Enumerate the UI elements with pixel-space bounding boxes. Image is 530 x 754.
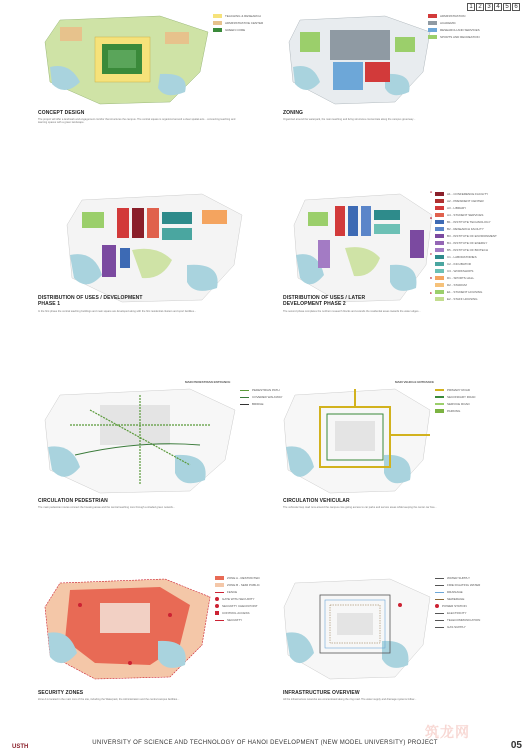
security-site-plan — [40, 575, 215, 680]
pedestrian-entrance-callout: MAIN PEDESTRIAN ENTRANCE — [185, 380, 231, 384]
legend-item: A4 - STUDENT SERVICES — [435, 213, 497, 217]
infrastructure-site-plan — [280, 575, 435, 680]
legend-item: GAS SUPPLY — [435, 625, 480, 629]
legend-group-label: A — [430, 190, 433, 194]
concept-legend — [213, 14, 263, 35]
zoning-site-plan — [285, 12, 435, 107]
pedestrian-text: The main pedestrian routes connect the housing areas and the central teaching core through a shaded green network... — [38, 506, 176, 509]
footer — [0, 724, 530, 754]
legend-item: ADMINISTRATION — [428, 14, 480, 18]
legend-item: SPORTS AND RECREATION — [428, 35, 480, 39]
page-index-1[interactable]: 1 — [467, 3, 475, 11]
legend-item: TELECOMMUNICATION — [435, 618, 480, 622]
legend-item: ADMINISTRATIVE CENTER — [213, 21, 263, 25]
infrastructure-title: INFRASTRUCTURE OVERVIEW — [283, 690, 360, 696]
phase2-text: The second phase completes the northern research blocks and extends the residential areas towards the water edges... — [283, 310, 421, 313]
usth-logo: USTH — [12, 744, 29, 750]
concept-title: CONCEPT DESIGN — [38, 110, 85, 116]
legend-item: B1 - INSTITUTE TECHNOLOGY — [435, 220, 497, 224]
legend-item: PEDESTRIAN PATH — [240, 388, 283, 392]
legend-item: DRAINAGE — [435, 590, 480, 594]
legend-item: E2 - STAFF HOUSING — [435, 297, 497, 301]
pedestrian-legend — [240, 388, 283, 409]
legend-group-label: B — [430, 216, 433, 220]
legend-item: BRIDGE — [240, 402, 283, 406]
vehicular-legend — [435, 388, 475, 416]
infrastructure-text: All the infrastructure networks are concentrated along the ring road. The water supply and drainage systems follow... — [283, 698, 417, 701]
page-index-5[interactable]: 5 — [503, 3, 511, 11]
legend-item: PRIMARY ROAD — [435, 388, 475, 392]
page-number: 05 — [510, 740, 522, 751]
security-text: Zone A is located in the main core of the site, including the Waterpark, the Administration and the central campus facilities... — [38, 698, 180, 701]
legend-item: SECONDARY ROAD — [435, 395, 475, 399]
legend-item: B5 - INSTITUTE OF BIOTECH — [435, 248, 497, 252]
legend-item: SECURITY — [215, 618, 260, 622]
legend-item: D1 - SPORTS HALL — [435, 276, 497, 280]
page-index-2[interactable]: 2 — [476, 3, 484, 11]
legend-item: SEWERAGE — [435, 597, 480, 601]
legend-item: A2 - PRESIDENT CENTER — [435, 199, 497, 203]
legend-group-label: D — [430, 276, 433, 280]
legend-item: GREEN CORE — [213, 28, 263, 32]
security-title: SECURITY ZONES — [38, 690, 84, 696]
legend-item: B4 - INSTITUTE OF ENERGY — [435, 241, 497, 245]
vehicular-text: The vehicular loop road runs around the campus core giving access to car parks and service areas while keeping the center car free... — [283, 506, 437, 509]
pedestrian-site-plan — [40, 385, 240, 495]
legend-item: ELECTRICITY — [435, 611, 480, 615]
page-index-6[interactable]: 6 — [512, 3, 520, 11]
phase2-legend — [435, 192, 497, 304]
legend-item: SECURITY CHECKPOINT — [215, 604, 260, 608]
legend-item: ZONE B - SEMI PUBLIC — [215, 583, 260, 587]
concept-text: The project will offer a landmark and engagement corridor that structures the campus. The central square is organized around a clear spatial axis... connecting teaching and learning spaces with a green landscape. — [38, 118, 236, 125]
zoning-legend — [428, 14, 480, 42]
page-index — [467, 3, 520, 11]
legend-item: D2 - STADIUM — [435, 283, 497, 287]
legend-item: A1 - CONFERENCE FACILITY — [435, 192, 497, 196]
legend-item: CONTROL ACCESS — [215, 611, 260, 615]
vehicular-site-plan — [280, 385, 435, 495]
legend-item: B2 - RESEARCH FACILITY — [435, 227, 497, 231]
legend-group-label: C — [430, 252, 433, 256]
legend-item: GATE WITH SECURITY — [215, 597, 260, 601]
vehicular-title: CIRCULATION VEHICULAR — [283, 498, 350, 504]
legend-item: C2 - INCUBATOR — [435, 262, 497, 266]
legend-item: C3 - WORKSHOPS — [435, 269, 497, 273]
legend-item: FIRE FIGHTING WATER — [435, 583, 480, 587]
legend-item: ZONE A - RESTRICTED — [215, 576, 260, 580]
legend-item: C1 - LABORATORIES — [435, 255, 497, 259]
zoning-title: ZONING — [283, 110, 304, 116]
legend-item: POWER STATION — [435, 604, 480, 608]
concept-site-plan — [40, 12, 215, 107]
page-index-3[interactable]: 3 — [485, 3, 493, 11]
infrastructure-legend — [435, 576, 480, 632]
zoning-text: Organized around the waterpark, the main teaching and living structures concentrate along the campus greenway... — [283, 118, 416, 121]
page-index-4[interactable]: 4 — [494, 3, 502, 11]
legend-item: A3 - LIBRARY — [435, 206, 497, 210]
phase1-title: DISTRIBUTION OF USES / DEVELOPMENT PHASE 1 — [38, 295, 143, 307]
watermark: 筑龙网 — [425, 724, 470, 740]
legend-group-label: E — [430, 291, 433, 295]
legend-item: FENCE — [215, 590, 260, 594]
project-title: UNIVERSITY OF SCIENCE AND TECHNOLOGY OF HANOI DEVELOPMENT (NEW MODEL UNIVERSITY) PROJECT — [92, 740, 438, 746]
phase1-text: In the first phase the central teaching buildings and main square are developed along with the first residential clusters and sport facilities... — [38, 310, 197, 313]
phase2-title: DISTRIBUTION OF USES / LATER DEVELOPMENT PHASE 2 — [283, 295, 366, 307]
legend-item: E1 - STUDENT HOUSING — [435, 290, 497, 294]
legend-item: RESEARCH AND SERVICES — [428, 28, 480, 32]
phase1-site-plan — [62, 190, 247, 305]
phase2-site-plan — [290, 190, 435, 305]
pedestrian-title: CIRCULATION PEDESTRIAN — [38, 498, 108, 504]
legend-item: COVERED WALKWAY — [240, 395, 283, 399]
legend-item: ACADEMIC — [428, 21, 480, 25]
vehicular-entrance-callout: MAIN VEHICLE ENTRANCE — [395, 380, 435, 384]
legend-item: WATER SUPPLY — [435, 576, 480, 580]
legend-item: SERVICE ROAD — [435, 402, 475, 406]
legend-item: PARKING — [435, 409, 475, 413]
legend-item: TEACHING & RESEARCH — [213, 14, 263, 18]
legend-item: B3 - INSTITUTE OF ENVIRONMENT — [435, 234, 497, 238]
security-legend — [215, 576, 260, 625]
